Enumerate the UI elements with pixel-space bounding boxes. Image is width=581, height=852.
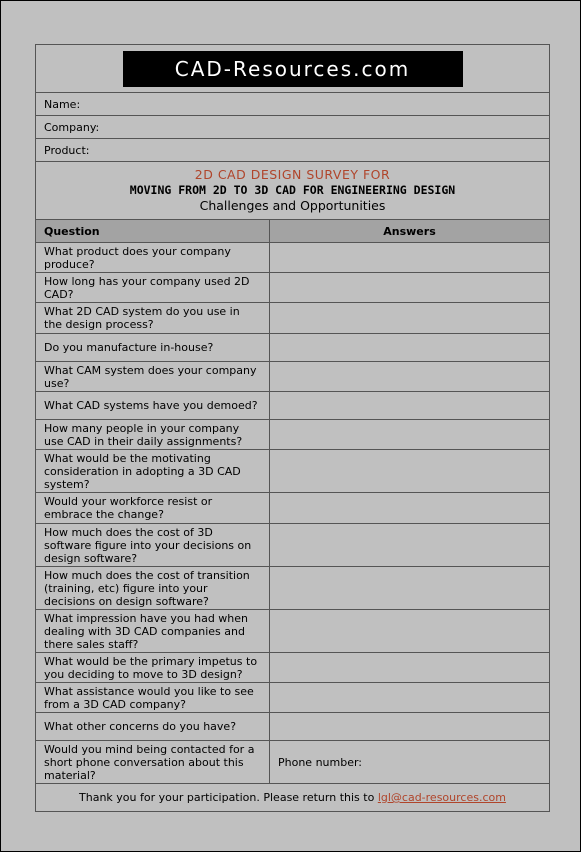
question-text: Would you mind being contacted for a short phone conversation about this material? — [36, 741, 270, 784]
question-text: How much does the cost of 3D software figure into your decisions on design software? — [36, 524, 270, 567]
survey-form — [35, 44, 550, 812]
table-row — [36, 420, 550, 450]
question-text: How many people in your company use CAD in their daily assignments? — [36, 420, 270, 450]
table-row — [36, 450, 550, 493]
table-row — [36, 303, 550, 334]
table-row — [36, 653, 550, 683]
survey-title-line1: 2D CAD DESIGN SURVEY FOR — [194, 167, 391, 182]
answer-cell[interactable] — [270, 653, 550, 683]
answer-cell[interactable] — [270, 610, 550, 653]
answer-cell[interactable] — [270, 493, 550, 524]
survey-title-line2: MOVING FROM 2D TO 3D CAD FOR ENGINEERING DESIGN — [129, 183, 456, 197]
answer-cell[interactable] — [270, 334, 550, 362]
table-row — [36, 362, 550, 392]
question-text: What would be the motivating consideration in adopting a 3D CAD system? — [36, 450, 270, 493]
answer-cell[interactable] — [270, 392, 550, 420]
question-text: Would your workforce resist or embrace the change? — [36, 493, 270, 524]
logo-cell — [36, 45, 550, 93]
answer-cell[interactable] — [270, 303, 550, 334]
question-text: What assistance would you like to see from a 3D CAD company? — [36, 683, 270, 713]
table-row — [36, 243, 550, 273]
table-row — [36, 683, 550, 713]
question-text: How much does the cost of transition (training, etc) figure into your decisions on design software? — [36, 567, 270, 610]
answer-cell[interactable] — [270, 450, 550, 493]
answer-cell[interactable] — [270, 362, 550, 392]
question-header: Question — [36, 220, 270, 243]
question-text: What CAD systems have you demoed? — [36, 392, 270, 420]
cad-resources-logo: CAD-Resources.com — [123, 51, 463, 87]
answer-cell[interactable] — [270, 273, 550, 303]
company-field[interactable]: Company: — [36, 116, 550, 139]
phone-number-label: Phone number: — [278, 755, 363, 769]
question-text: What would be the primary impetus to you deciding to move to 3D design? — [36, 653, 270, 683]
question-text: What CAM system does your company use? — [36, 362, 270, 392]
answer-cell[interactable] — [270, 420, 550, 450]
answers-header: Answers — [270, 220, 550, 243]
product-field[interactable]: Product: — [36, 139, 550, 162]
answer-cell[interactable] — [270, 567, 550, 610]
table-row — [36, 567, 550, 610]
question-text: What impression have you had when dealing with 3D CAD companies and there sales staff? — [36, 610, 270, 653]
survey-title — [36, 162, 550, 220]
table-row — [36, 524, 550, 567]
table-row — [36, 713, 550, 741]
table-row — [36, 334, 550, 362]
footer-text: Thank you for your participation. Please return this to — [79, 791, 378, 804]
table-row — [36, 610, 550, 653]
table-row — [36, 273, 550, 303]
table-row — [36, 392, 550, 420]
answer-cell[interactable] — [270, 243, 550, 273]
answer-cell[interactable] — [270, 683, 550, 713]
question-text: How long has your company used 2D CAD? — [36, 273, 270, 303]
survey-title-line3: Challenges and Opportunities — [199, 198, 386, 213]
name-field[interactable]: Name: — [36, 93, 550, 116]
email-link[interactable]: lgl@cad-resources.com — [377, 791, 506, 804]
table-row — [36, 493, 550, 524]
table-row — [36, 741, 550, 784]
footer — [36, 784, 550, 812]
phone-number-field[interactable] — [270, 741, 550, 784]
answer-cell[interactable] — [270, 524, 550, 567]
answer-cell[interactable] — [270, 713, 550, 741]
question-text: What 2D CAD system do you use in the design process? — [36, 303, 270, 334]
question-text: What product does your company produce? — [36, 243, 270, 273]
question-text: What other concerns do you have? — [36, 713, 270, 741]
question-text: Do you manufacture in-house? — [36, 334, 270, 362]
